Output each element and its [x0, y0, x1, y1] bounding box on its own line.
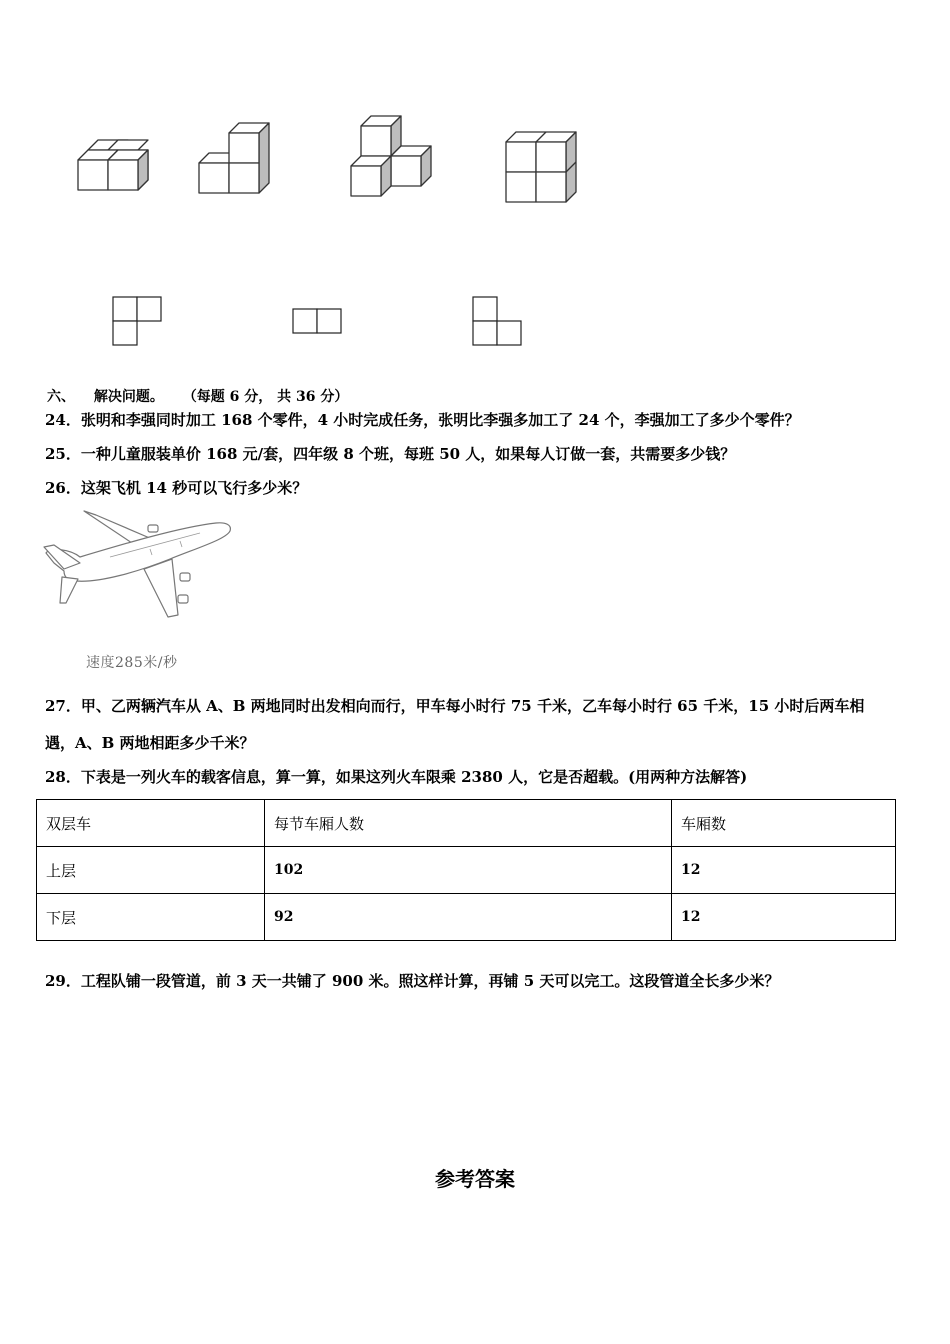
- section-title: 解决问题。: [93, 389, 164, 405]
- train-capacity-table: [36, 799, 896, 941]
- question-25: 25．一种儿童服装单价 168 元/套，四年级 8 个班，每班 50 人，如果每人订做一套，共需要多少钱？: [45, 445, 736, 463]
- question-27-line1: 27．甲、乙两辆汽车从 A、B 两地同时出发相向而行，甲车每小时行 75 千米，乙车每小时行 65 千米，15 小时后两车相: [45, 697, 865, 715]
- section-label: 六、: [47, 389, 75, 405]
- table-cell: 92: [265, 894, 672, 941]
- question-26: 26．这架飞机 14 秒可以飞行多少米？: [45, 479, 308, 497]
- cube-figure-4: [506, 132, 576, 202]
- plane-speed-caption: 速度285米/秒: [86, 655, 178, 671]
- table-cell: 102: [265, 847, 672, 894]
- view-shape-2: [293, 309, 341, 333]
- table-cell: 12: [672, 894, 896, 941]
- answer-section-title: 参考答案: [435, 1167, 515, 1191]
- view-shape-3: [473, 297, 521, 345]
- table-header-cell: 双层车: [37, 800, 265, 847]
- cube-figures: [0, 0, 950, 360]
- question-27-line2: 遇，A、B 两地相距多少千米？: [45, 734, 255, 752]
- table-header-cell: 车厢数: [672, 800, 896, 847]
- cube-figure-1: [78, 140, 148, 190]
- table-row: [37, 894, 896, 941]
- section-heading: [47, 386, 348, 406]
- section-points: （每题 6 分， 共 36 分）: [182, 389, 349, 405]
- table-row: [37, 847, 896, 894]
- question-24: 24．张明和李强同时加工 168 个零件，4 小时完成任务，张明比李强多加工了 24 个，李强加工了多少个零件？: [45, 411, 800, 429]
- cube-figure-3: [351, 116, 431, 196]
- table-header-cell: 每节车厢人数: [265, 800, 672, 847]
- cube-figure-2: [199, 123, 269, 193]
- view-shape-1: [113, 297, 161, 345]
- airplane-illustration: [40, 505, 240, 645]
- table-cell: 上层: [37, 847, 265, 894]
- table-cell: 下层: [37, 894, 265, 941]
- table-header-row: [37, 800, 896, 847]
- question-28: 28．下表是一列火车的载客信息，算一算，如果这列火车限乘 2380 人，它是否超载。(用两种方法解答): [45, 768, 748, 786]
- table-cell: 12: [672, 847, 896, 894]
- question-29: 29．工程队铺一段管道，前 3 天一共铺了 900 米。照这样计算，再铺 5 天可以完工。这段管道全长多少米？: [45, 972, 780, 990]
